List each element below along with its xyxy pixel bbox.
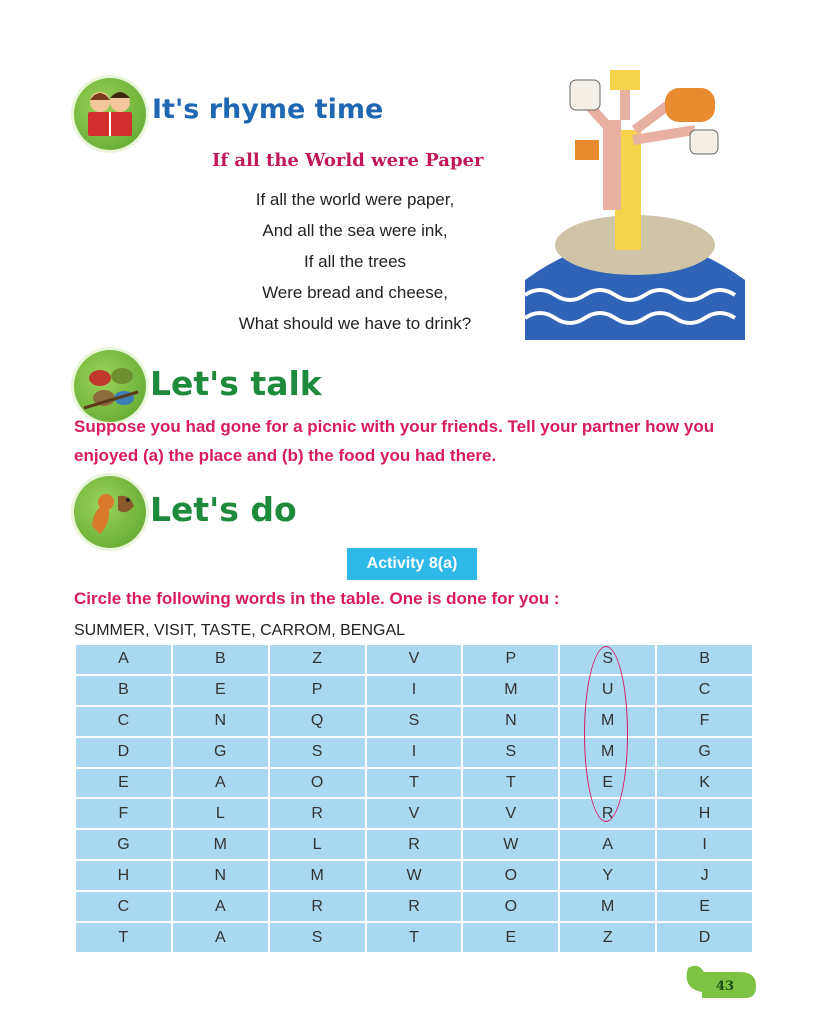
grid-cell: D [76,738,171,767]
grid-cell: R [270,892,365,921]
grid-cell: C [657,676,752,705]
grid-cell: N [463,707,558,736]
lets-talk-heading: Let's talk [150,364,322,403]
grid-cell: P [463,645,558,674]
circled-word-summer [584,646,628,822]
grid-cell: M [560,738,655,767]
grid-cell: H [76,861,171,890]
grid-cell: W [367,861,462,890]
grid-cell: R [560,799,655,828]
word-search-grid [76,645,752,952]
grid-cell: S [270,923,365,952]
grid-cell: A [173,769,268,798]
grid-cell: U [560,676,655,705]
grid-cell: A [560,830,655,859]
grid-cell: R [270,799,365,828]
grid-cell: I [367,738,462,767]
poem-line: What should we have to drink? [238,314,472,333]
grid-cell: V [463,799,558,828]
grid-cell: F [76,799,171,828]
poem-line: If all the trees [303,252,407,271]
grid-cell: G [76,830,171,859]
grid-cell: Q [270,707,365,736]
grid-cell: M [463,676,558,705]
poem-line: If all the world were paper, [255,190,455,209]
page-number-tab [680,958,760,1012]
bread-cheese-tree-illustration [515,60,755,350]
grid-cell: D [657,923,752,952]
grid-cell: C [76,707,171,736]
grid-cell: E [173,676,268,705]
grid-cell: Z [560,923,655,952]
grid-cell: P [270,676,365,705]
talk-prompt: Suppose you had gone for a picnic with your friends. Tell your partner how you enjoyed (a) the place and (b) the food you had there. [74,417,715,465]
grid-cell: G [173,738,268,767]
grid-cell: I [367,676,462,705]
grid-cell: Y [560,861,655,890]
grid-cell: O [270,769,365,798]
grid-cell: W [463,830,558,859]
grid-cell: S [367,707,462,736]
poem-line: And all the sea were ink, [262,221,448,240]
grid-cell: V [367,645,462,674]
lets-do-icon [74,476,146,548]
grid-cell: E [463,923,558,952]
poem-title: If all the World were Paper [212,150,484,171]
grid-cell: B [173,645,268,674]
grid-cell: E [76,769,171,798]
grid-cell: N [173,707,268,736]
grid-cell: T [463,769,558,798]
page-number-shape [680,958,760,1008]
grid-cell: A [173,892,268,921]
grid-cell: M [173,830,268,859]
grid-cell: B [657,645,752,674]
lets-do-heading: Let's do [150,490,297,529]
grid-cell: H [657,799,752,828]
rhyme-time-icon [74,78,146,150]
grid-cell: E [657,892,752,921]
grid-cell: E [560,769,655,798]
grid-cell: T [367,923,462,952]
grid-cell: T [367,769,462,798]
grid-cell: A [173,923,268,952]
grid-cell: C [76,892,171,921]
grid-cell: M [560,707,655,736]
grid-cell: J [657,861,752,890]
grid-cell: T [76,923,171,952]
grid-cell: K [657,769,752,798]
poem-line: Were bread and cheese, [262,283,448,302]
grid-cell: R [367,830,462,859]
grid-cell: S [560,645,655,674]
grid-cell: N [173,861,268,890]
grid-cell: S [463,738,558,767]
grid-cell: I [657,830,752,859]
grid-cell: O [463,861,558,890]
grid-cell: Z [270,645,365,674]
grid-cell: L [173,799,268,828]
rhyme-time-heading: It's rhyme time [152,94,384,125]
grid-cell: S [270,738,365,767]
activity-label: Activity 8(a) [347,548,477,580]
grid-cell: M [270,861,365,890]
grid-cell: M [560,892,655,921]
grid-cell: A [76,645,171,674]
grid-cell: L [270,830,365,859]
grid-cell: F [657,707,752,736]
grid-cell: R [367,892,462,921]
word-list: SUMMER, VISIT, TASTE, CARROM, BENGAL [74,622,406,639]
activity-instruction: Circle the following words in the table. One is done for you : [74,589,560,608]
grid-cell: G [657,738,752,767]
page-number: 43 [715,979,735,994]
grid-cell: B [76,676,171,705]
grid-cell: V [367,799,462,828]
grid-cell: O [463,892,558,921]
